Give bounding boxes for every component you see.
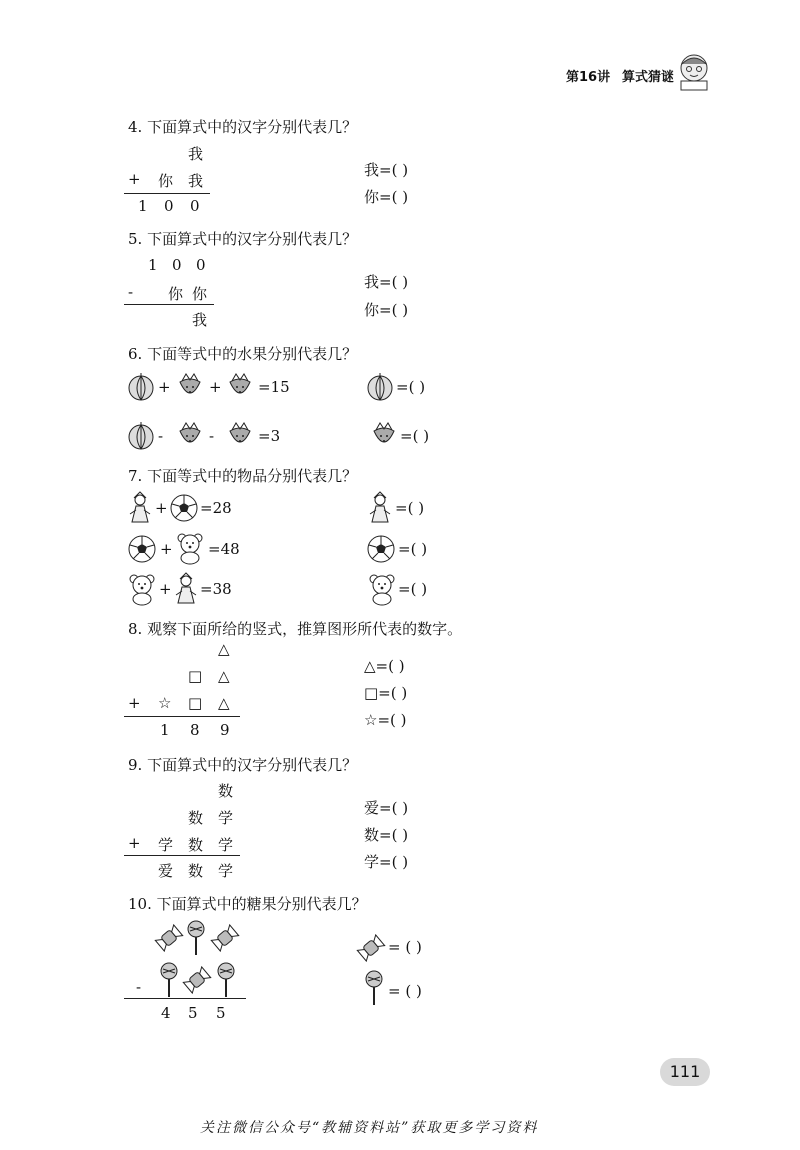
lecture-number: 第16讲 [566, 70, 611, 85]
lollipop-icon [364, 970, 384, 1006]
q5-row2-c2: 你 [168, 285, 184, 303]
q10-diff-line [124, 998, 246, 999]
q7-result3: =38 [200, 580, 232, 598]
page-number: 111 [660, 1058, 710, 1086]
strawberry-icon [370, 421, 398, 451]
q9-res-c4: 学 [218, 862, 234, 880]
wrapped-candy-icon [358, 932, 384, 964]
q10-answer-candy[interactable]: = ( ) [388, 938, 422, 956]
q6-title: 6. 下面等式中的水果分别代表几？ [128, 345, 358, 363]
q8-plus: + [128, 694, 141, 712]
q5-diff-line [124, 304, 214, 305]
doll-icon [366, 492, 394, 524]
q9-res-c2: 爱 [158, 862, 174, 880]
q9-answer-xue[interactable]: 学=( ) [364, 853, 409, 871]
q4-title: 4. 下面算式中的汉字分别代表几？ [128, 118, 358, 136]
q4-answer-wo[interactable]: 我=( ) [364, 161, 409, 179]
q4-row2-c2: 你 [158, 172, 174, 190]
q8-answer-star[interactable]: ☆=( ) [364, 711, 407, 729]
soccer-ball-icon [366, 534, 396, 564]
q7-title: 7. 下面等式中的物品分别代表几？ [128, 467, 358, 485]
lollipop-icon [159, 962, 179, 998]
q8-res-c3: 8 [190, 721, 200, 739]
q8-res-c4: 9 [220, 721, 230, 739]
watermelon-icon [127, 421, 155, 451]
q8-answer-square[interactable]: □=( ) [364, 684, 408, 702]
q8-title: 8. 观察下面所给的竖式，推算图形所代表的数字。 [128, 620, 463, 638]
q6-op3: - [158, 427, 164, 445]
q9-row2-c4: 学 [218, 809, 234, 827]
q4-plus: + [128, 170, 141, 188]
q8-row2-c4: △ [218, 667, 230, 685]
q7-result2: =48 [208, 540, 240, 558]
strawberry-icon [226, 372, 254, 402]
q6-result1: =15 [258, 378, 290, 396]
q9-plus: + [128, 834, 141, 852]
q8-res-c2: 1 [160, 721, 170, 739]
soccer-ball-icon [127, 534, 157, 564]
q8-row3-c4: △ [218, 694, 230, 712]
q8-row3-c3: □ [188, 694, 203, 712]
q6-op1: + [158, 378, 171, 396]
q9-row2-c3: 数 [188, 809, 204, 827]
q10-title: 10. 下面算式中的糖果分别代表几？ [128, 895, 367, 913]
q4-row1-c3: 我 [188, 145, 204, 163]
q8-sum-line [124, 716, 240, 717]
strawberry-icon [176, 421, 204, 451]
q9-row3-c4: 学 [218, 836, 234, 854]
q9-answer-shu[interactable]: 数=( ) [364, 826, 409, 844]
q9-res-c3: 数 [188, 862, 204, 880]
q9-answer-ai[interactable]: 爱=( ) [364, 799, 409, 817]
q7-answer-bear[interactable]: =( ) [398, 580, 428, 598]
q9-row1-c4: 数 [218, 782, 234, 800]
mascot-icon [677, 52, 711, 92]
q4-res-c3: 0 [190, 197, 200, 215]
q6-answer-watermelon[interactable]: =( ) [396, 378, 426, 396]
q5-title: 5. 下面算式中的汉字分别代表几？ [128, 230, 358, 248]
q7-result1: =28 [200, 499, 232, 517]
q7-answer-doll[interactable]: =( ) [395, 499, 425, 517]
q6-op4: - [209, 427, 215, 445]
q10-res-c4: 5 [216, 1004, 226, 1022]
doll-icon [126, 492, 154, 524]
q7-op3: + [159, 580, 172, 598]
wrapped-candy-icon [184, 964, 210, 996]
q8-row1-c4: △ [218, 640, 230, 658]
wrapped-candy-icon [156, 922, 182, 954]
q5-answer-ni[interactable]: 你=( ) [364, 301, 409, 319]
q4-answer-ni[interactable]: 你=( ) [364, 188, 409, 206]
q5-row2-c3: 你 [192, 285, 208, 303]
q7-answer-ball[interactable]: =( ) [398, 540, 428, 558]
q9-sum-line [124, 855, 240, 856]
soccer-ball-icon [169, 493, 199, 523]
watermelon-icon [127, 372, 155, 402]
q9-title: 9. 下面算式中的汉字分别代表几？ [128, 756, 358, 774]
q10-minus: - [136, 978, 142, 996]
q6-answer-strawberry[interactable]: =( ) [400, 427, 430, 445]
q10-answer-lollipop[interactable]: = ( ) [388, 982, 422, 1000]
q8-row3-c2: ☆ [158, 694, 172, 712]
q5-row1-c3: 0 [196, 256, 206, 274]
q4-row2-c3: 我 [188, 172, 204, 190]
bear-icon [366, 573, 398, 605]
strawberry-icon [226, 421, 254, 451]
q7-op1: + [155, 499, 168, 517]
bear-icon [174, 532, 206, 564]
q10-res-c3: 5 [188, 1004, 198, 1022]
wrapped-candy-icon [212, 922, 238, 954]
q5-res-c3: 我 [192, 311, 208, 329]
strawberry-icon [176, 372, 204, 402]
q10-res-c2: 4 [161, 1004, 171, 1022]
doll-icon [172, 573, 200, 605]
lecture-title: 算式猜谜 [622, 70, 675, 85]
q4-sum-line [124, 193, 210, 194]
q6-op2: + [209, 378, 222, 396]
bear-icon [126, 573, 158, 605]
watermelon-icon [366, 372, 394, 402]
q4-res-c1: 1 [138, 197, 148, 215]
q5-minus: - [128, 283, 134, 301]
q4-res-c2: 0 [164, 197, 174, 215]
q9-row3-c3: 数 [188, 836, 204, 854]
q5-row1-c1: 1 [148, 256, 158, 274]
lollipop-icon [186, 920, 206, 956]
q7-op2: + [160, 540, 173, 558]
footer-note: 关注微信公众号“教辅资料站”获取更多学习资料 [200, 1120, 539, 1136]
q8-answer-triangle[interactable]: △=( ) [364, 657, 405, 675]
q8-row2-c3: □ [188, 667, 203, 685]
q6-result2: =3 [258, 427, 281, 445]
q5-answer-wo[interactable]: 我=( ) [364, 273, 409, 291]
q9-row3-c2: 学 [158, 836, 174, 854]
q5-row1-c2: 0 [172, 256, 182, 274]
lollipop-icon [216, 962, 236, 998]
